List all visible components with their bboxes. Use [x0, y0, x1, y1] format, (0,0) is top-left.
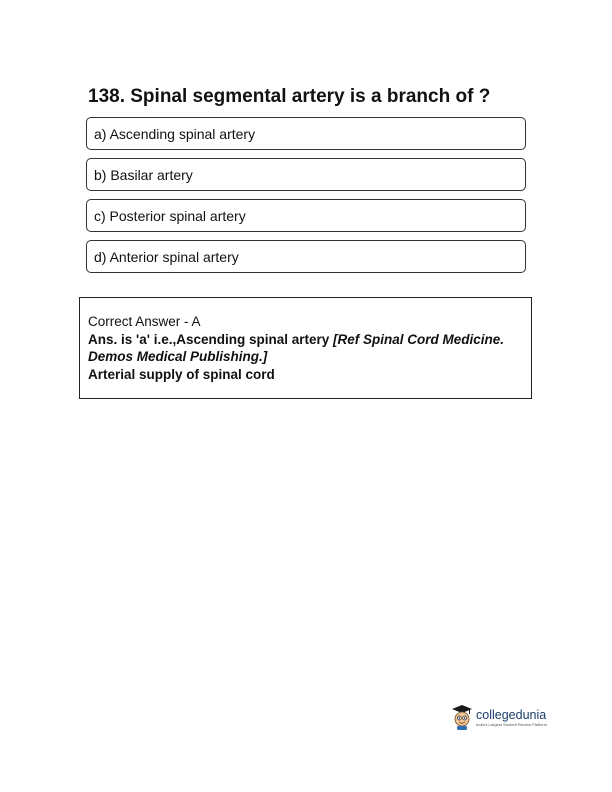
explanation-letter: 'a': [136, 331, 150, 347]
mascot-icon: [451, 704, 473, 730]
explanation-text: i.e.,Ascending spinal artery: [149, 331, 334, 347]
option-d[interactable]: d) Anterior spinal artery: [86, 240, 526, 273]
brand-name: collegedunia: [476, 707, 547, 722]
option-c[interactable]: c) Posterior spinal artery: [86, 199, 526, 232]
brand-tagline: India's Largest Student Review Platform: [476, 721, 548, 727]
option-a[interactable]: a) Ascending spinal artery: [86, 117, 526, 150]
answer-note: Arterial supply of spinal cord: [88, 366, 275, 382]
answer-explanation: [88, 331, 523, 366]
answer-reference: [Ref Spinal Cord Medicine. Demos Medical Publishing.]: [88, 331, 505, 364]
explanation-prefix: Ans. is: [88, 331, 137, 347]
answer-box: [79, 297, 532, 399]
question-title: 138. Spinal segmental artery is a branch of ?: [88, 86, 491, 107]
correct-answer: Correct Answer - A: [88, 314, 201, 329]
option-b[interactable]: b) Basilar artery: [86, 158, 526, 191]
options-list: [86, 117, 526, 281]
brand-logo: [451, 704, 547, 730]
